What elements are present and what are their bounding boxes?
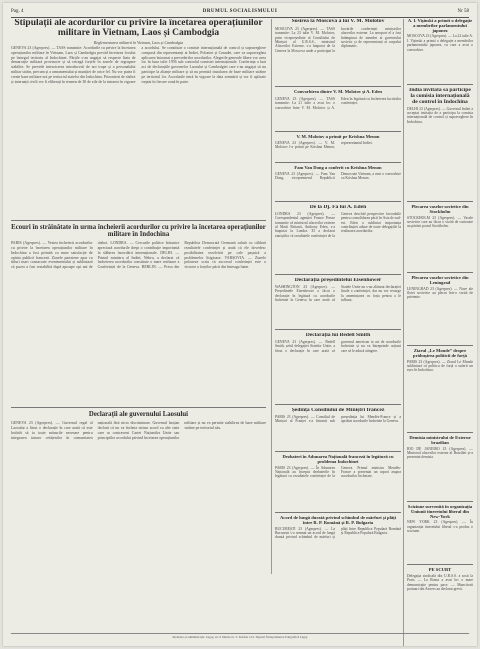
article-body: WASHINGTON 23 (Agerpres). — Președintele Eisenhower a făcut o declarație în legătură cu acordurile încheiate la Geneva în care arată că Statele Unite nu s-au alăturat declarației finale a conferinței, dar nu vor recurge la amenințarea cu forța pentru a le tulbura. [275, 284, 401, 303]
middle-column [271, 19, 401, 574]
le-monde-headline: Ziarul „Le Monde” despre prăbușirea politicii de forță [413, 349, 467, 358]
divider [407, 432, 473, 433]
new-york-headline: Sciziune survenită în organizația Uniunii tineretului liberal din New-York [407, 505, 473, 519]
article-body: GENEVA 23 (Agerpres). — Bedell Smith, șeful delegației Statelor Unite, a făcut o declarație în care arată că guvernul american ia act de acordurile încheiate și nu va întreprinde acțiuni care să le aducă atingere. [275, 339, 401, 353]
main-column [11, 19, 266, 607]
divider [275, 404, 401, 405]
article [407, 88, 473, 198]
article-body: PARIS 23 (Agerpres). — Consiliul de Miniștri al Franței s-a întrunit sub președinția lui Mendès-France și a aprobat acordurile încheiate la Geneva. [275, 414, 401, 424]
article [407, 436, 473, 498]
eden-headline: De la Dj. Fa lui A. Eden [309, 205, 367, 210]
lead-article [11, 19, 266, 217]
echoes-headline: Ecouri în străinătate în urma încheierii acordurilor cu privire la încetarea operațiunilor militare în Indochina [11, 224, 266, 239]
india-commission-headline: India invitată să participe la comisia internațională de control în Indochina [409, 88, 471, 105]
divider [407, 564, 473, 565]
divider [407, 345, 473, 346]
imprint-footer: Redacția și administrația: Lugoj, str. 6 Martie nr. 3. Telefon 124. Tiparul: Întreprinderea Poligrafică Lugoj [11, 633, 469, 643]
trade-agreement-headline: Acord de lungă durată privind schimbul de mărfuri și plăți între R. P. Română și R. P. Bulgaria [279, 516, 396, 525]
molotov-arrival-headline: Sosirea la Moscova a lui V. M. Molotov [291, 19, 385, 24]
right-column [403, 19, 473, 646]
lead-headline: Stipulații ale acordurilor cu privire la încetarea operațiunilor militare în Vietnam, Laos și Cambodgia [14, 19, 263, 38]
article-body: NEW YORK 23 (Agerpres). — În organizația tineretului liberal s-a produs o sciziune. [407, 520, 473, 534]
article-body: STOCKHOLM 23 (Agerpres). — Vasele sovietice care au făcut o vizită de curtoazie au părăsit portul Stockholm. [407, 215, 473, 229]
divider [275, 162, 401, 163]
divider [11, 407, 266, 408]
leningrad-headline: Plecarea vaselor sovietice din Leningrad [411, 276, 469, 285]
divider [275, 329, 401, 330]
brazil-headline: Demisia ministrului de Externe brazilian [409, 436, 471, 445]
article [275, 333, 401, 401]
divider [407, 272, 473, 273]
article [407, 205, 473, 269]
eisenhower-headline: Declarația președintelui Eisenhower [294, 278, 382, 283]
divider [275, 451, 401, 452]
article-body: MOSCOVA 23 (Agerpres). — TASS transmite: La 23 iulie V. M. Molotov, prim vicepreședinte al Consiliului de Miniștri al U.R.S.S., ministrul Afacerilor Externe, s-a înapoiat de la Geneva la Moscova unde a participat la lucrările conferinței miniștrilor afacerilor externe. La aeroport el a fost întâmpinat de membri ai guvernului sovietic și de reprezentanți ai corpului diplomatic. [275, 26, 401, 53]
article-body: RIO DE JANEIRO 23 (Agerpres). — Ministrul afacerilor externe al Braziliei și-a prezentat demisia. [407, 446, 473, 460]
pham-van-dong-headline: Fam Van Dong a conferit cu Krishna Menon [294, 166, 382, 170]
newspaper-title: DRUMUL SOCIALISMULUI [202, 9, 278, 14]
article-body: GENEVA 23 (Agerpres). — TASS transmite: La 21 iulie a avut loc o convorbire între V. M. Molotov și A. Eden în legătură cu încheierea lucrărilor conferinței. [275, 96, 401, 110]
article [275, 90, 401, 128]
article-body: PARIS 23 (Agerpres). — Ziarul Le Monde subliniază că politica de forță a suferit un eșec în Indochina. [407, 359, 473, 373]
article [275, 205, 401, 271]
article [275, 166, 401, 198]
article-body: LONDRA 23 (Agerpres). — Corespondentul agenției France Presse transmite că ministrul afacerilor externe al Marii Britanii, Anthony Eden, s-a înapoiat la Londra. El a declarat ziariștilor că rezultatele conferinței de la Geneva deschid perspective favorabile pentru consolidarea păcii în Asia de sud-est. Eden a subliniat importanța contribuției aduse de toate delegațiile la realizarea acordurilor. [275, 211, 401, 238]
newspaper-page [3, 3, 477, 646]
divider [407, 84, 473, 85]
article [275, 516, 401, 574]
laos-body: GENEVA 23 (Agerpres). — Guvernul regal al Laosului a făcut o declarație în care arată că este hotărât să ia toate măsurile necesare pentru integrarea tuturor cetățenilor în comunitatea națională fără nicio discriminare. Guvernul laoțian declară că nu va încheia niciun acord cu alte state care ar contraveni Cartei Națiunilor Unite sau principiilor acordului privind încetarea operațiunilor militare și nu va permite stabilirea de baze militare străine pe teritoriul său. [11, 421, 266, 440]
article-body: BUCUREȘTI 23 (Agerpres). — La București s-a semnat un acord de lungă durată privind schimbul de mărfuri și plăți între Republica Populară Română și Republica Populară Bulgaria. [275, 526, 401, 540]
article [275, 278, 401, 326]
page-number: Pag. 4 [11, 9, 24, 14]
article [407, 505, 473, 561]
echoes-article [11, 224, 266, 404]
divider [275, 201, 401, 202]
lead-body: GENEVA 23 (Agerpres). — TASS transmite: Acordurile cu privire la încetarea operațiunilor militare în Vietnam, Laos și Cambodgia prevăd încetarea focului pe întregul teritoriu al Indochinei. Părțile s-au angajat să respecte linia de demarcație militară provizorie și să retragă forțele în zonele de regrupare stabilite. Se prevede interzicerea introducerii de noi trupe și a personalului militar străin, precum și a armamentului și muniției de orice fel. Nu vor putea fi create baze militare noi pe teritoriul statelor din Indochina. Prizonierii de război și internații civili vor fi eliberați în termen de 30 de zile de la intrarea în vigoare a acordului. Se constituie o comisie internațională de control și supraveghere compusă din reprezentanți ai Indiei, Poloniei și Canadei, care va supraveghea aplicarea întocmai a prevederilor acordurilor. Alegerile generale libere vor avea loc în luna iulie 1956 sub controlul comisiei internaționale. Conferința a luat act de declarațiile guvernelor Laosului și Cambodgiei care s-au angajat să nu participe la alianțe militare și să nu permită instalarea de baze militare străine pe teritoriul lor. Acordurile intră în vigoare la data semnării și vor fi aplicate treptat în fiecare zonă în parte. [11, 45, 266, 84]
article-body: GENEVA 23 (Agerpres). — V. M. Molotov l-a primit pe Krishna Menon, reprezentantul Indiei. [275, 140, 373, 150]
issue-number: Nr 58 [457, 9, 469, 14]
article-body: GENEVA 23 (Agerpres). — Fam Van Dong, vicepremierul Republicii Democrate Vietnam, a avut o convorbire cu Krishna Menon. [275, 171, 401, 181]
article [275, 408, 401, 448]
article [407, 276, 473, 342]
divider [11, 220, 266, 221]
article [275, 455, 401, 509]
divider [275, 131, 401, 132]
molotov-eden-headline: Convorbirea dintre V. M. Molotov și A. Eden [294, 90, 382, 94]
article-body: LENINGRAD 23 (Agerpres). — Nave ale flotei sovietice au plecat într-o vizită de prietenie. [407, 286, 473, 300]
article [275, 19, 401, 83]
article-body: DELHI 23 (Agerpres). — Guvernul Indiei a acceptat invitația de a participa la comisia internațională de control și supraveghere în Indochina. [407, 106, 473, 124]
assembly-headline: Dezbateri în Adunarea Națională franceză în legătură cu problema Indochinei [282, 455, 394, 464]
article [275, 135, 401, 159]
divider [275, 512, 401, 513]
divider [275, 86, 401, 87]
divider [275, 274, 401, 275]
article-body: PARIS 23 (Agerpres). — În Adunarea Națională au început dezbaterile în legătură cu rezultatele conferinței de la Geneva. Primul ministru Mendès-France a prezentat un raport asupra acordurilor încheiate. [275, 465, 401, 479]
article-body: MOSCOVA 23 (Agerpres). — La 22 iulie A. I. Vișinski a primit o delegație a membrilor parlamentului japonez, cu care a avut o convorbire. [407, 34, 473, 52]
article [407, 19, 473, 81]
pe-scurt-headline: PE SCURT [428, 568, 452, 572]
molotov-menon-headline: V. M. Molotov a primit pe Krishna Menon [296, 135, 380, 139]
divider [407, 201, 473, 202]
bedell-smith-headline: Declarația lui Bedell Smith [305, 333, 371, 338]
echoes-body: PARIS (Agerpres). — Vestea încheierii acordurilor cu privire la încetarea operațiunilor militare în Indochina a fost primită cu mare satisfacție de opinia publică franceză. Ziarele pariziene apar cu titluri mari consacrate evenimentului și subliniază că pacea a fost restabilită după aproape opt ani de război. LONDRA. — Cercurile politice britanice apreciază acordurile drept o contribuție importantă la slăbirea încordării internaționale. DELHI. — Primul ministru al Indiei, Nehru, a declarat că încheierea acordurilor constituie o mare realizare a Conferinței de la Geneva. BERLIN. — Presa din Republica Democrată Germană salută cu căldură rezultatele conferinței și arată că ele dovedesc posibilitatea rezolvării pe cale pașnică a problemelor litigioase. VARȘOVIA. — Ziarele poloneze scriu că succesul conferinței este o victorie a forțelor păcii din întreaga lume. [11, 241, 266, 270]
article [407, 349, 473, 429]
divider [407, 501, 473, 502]
laos-headline: Declarații ale guvernului Laosului [88, 411, 189, 418]
lead-subtitle: Reglementarea militară în Vietnam, Laos și Cambodgia [93, 39, 184, 45]
page-header [11, 8, 469, 18]
council-headline: Ședința Consiliului de Miniștri francez [291, 408, 385, 413]
vishinsky-headline: A. I. Vișinski a primit o delegație a membrilor parlamentului japonez [407, 19, 473, 33]
stockholm-headline: Plecarea vaselor sovietice din Stockholm [411, 205, 469, 214]
article-body: Delegația sindicală din U.R.S.S. a sosit la Paris. — La Roma a avut loc o mare demonstrație pentru pace. — Muncitorii portuari din Anvers au declarat grevă. [407, 573, 473, 592]
laos-article [11, 411, 266, 607]
